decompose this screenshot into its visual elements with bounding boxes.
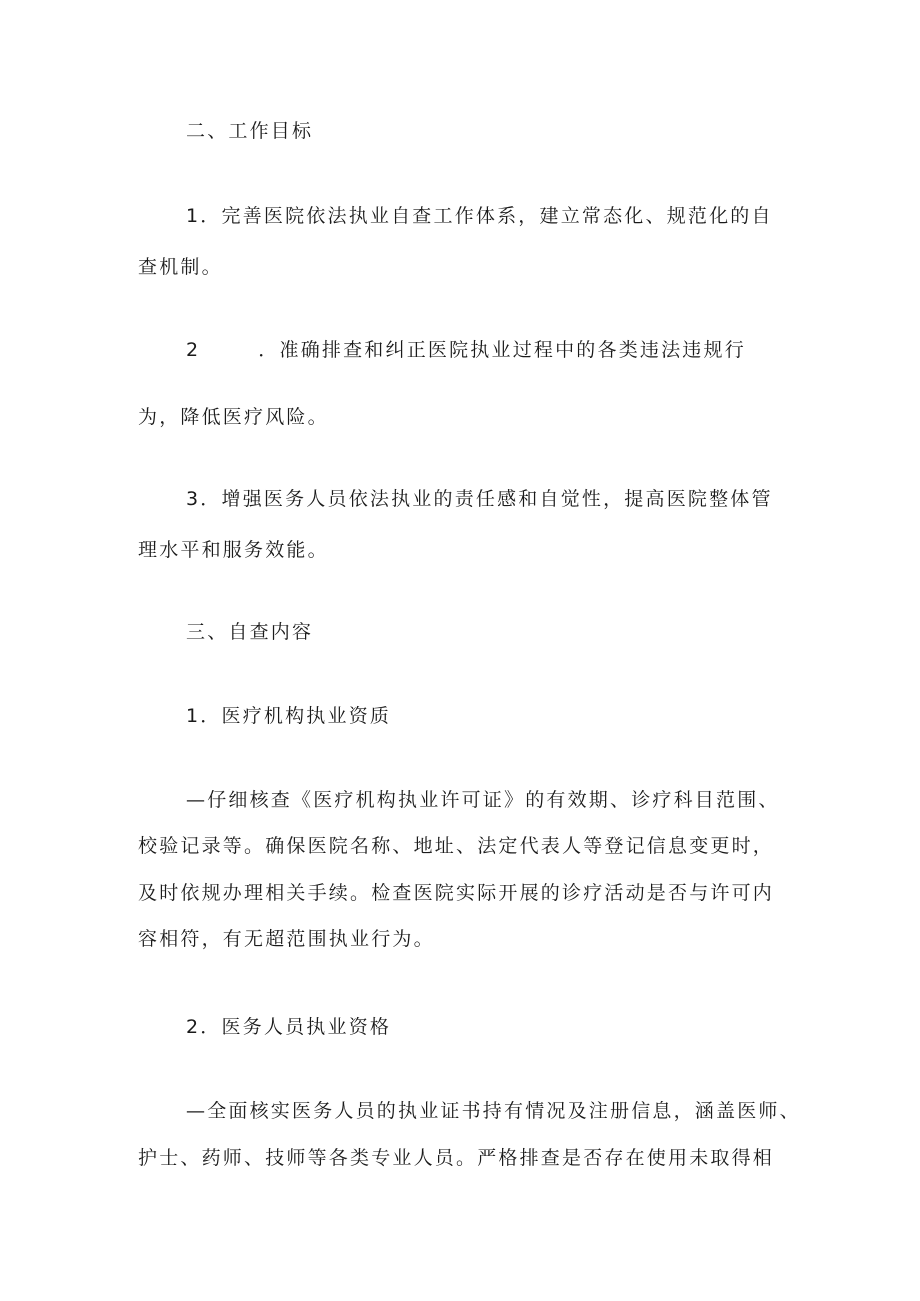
goal-item-2-line-1 [186,338,746,362]
section-heading-content: 三、自查内容 [186,621,314,643]
goal-item-3-line-1 [186,487,773,511]
content-subheading-2-number: 2 [186,1016,201,1038]
content-subheading-1 [186,704,391,728]
goal-item-2-line-2: 为，降低医疗风险。 [138,406,329,428]
goal-item-2-number: 2 [186,339,201,361]
content-1-line-2: 校验记录等。确保医院名称、地址、法定代表人等登记信息变更时， [138,835,775,857]
goal-item-1-number: 1 [186,205,201,227]
content-1-line-3: 及时依规办理相关手续。检查医院实际开展的诊疗活动是否与许可内 [138,882,775,904]
goal-item-3-line-2: 理水平和服务效能。 [138,539,329,561]
goal-item-3-text: ．增强医务人员依法执业的责任感和自觉性，提高医院整体管 [200,488,773,510]
goal-item-3-number: 3 [186,488,201,510]
goal-item-1-line-1 [186,204,773,228]
content-1-line-1: —仔细核查《医疗机构执业许可证》的有效期、诊疗科目范围、 [186,789,780,811]
content-subheading-2 [186,1015,391,1039]
goal-item-1-line-2: 查机制。 [138,256,223,278]
content-subheading-1-title: ．医疗机构执业资质 [200,705,392,727]
content-subheading-2-title: ．医务人员执业资格 [200,1016,392,1038]
section-heading-goals: 二、工作目标 [186,120,314,142]
goal-item-1-text: ．完善医院依法执业自查工作体系，建立常态化、规范化的自 [200,205,773,227]
content-2-line-1: —全面核实医务人员的执业证书持有情况及注册信息，涵盖医师、 [186,1100,801,1122]
content-subheading-1-number: 1 [186,705,201,727]
content-1-line-4: 容相符，有无超范围执业行为。 [138,928,435,950]
goal-item-2-text: ．准确排查和纠正医院执业过程中的各类违法违规行 [258,339,746,361]
content-2-line-2: 护士、药师、技师等各类专业人员。严格排查是否存在使用未取得相 [138,1147,775,1169]
